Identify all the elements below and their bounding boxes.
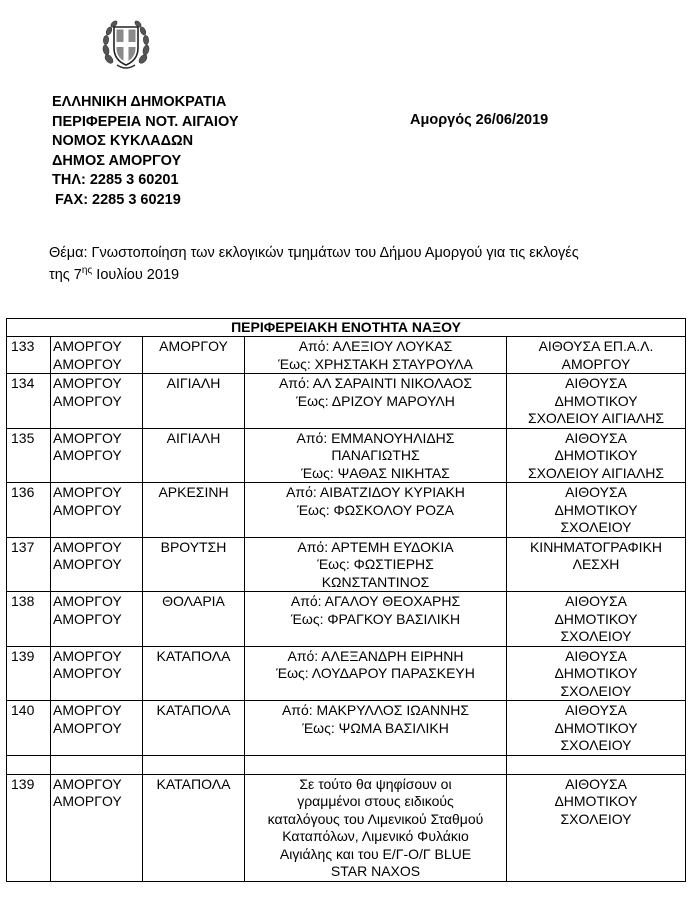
voters-range-line: ΚΩΝΣΤΑΝΤΙΝΟΣ bbox=[321, 573, 430, 590]
polling-location bbox=[507, 701, 686, 756]
polling-location-line: ΑΙΘΟΥΣΑ bbox=[565, 647, 627, 664]
voters-range bbox=[245, 646, 507, 701]
electoral-unit-line: ΑΜΟΡΓΟΥ bbox=[53, 338, 122, 354]
voters-range-line: Από: ΑΛΕΞΙΟΥ ΛΟΥΚΑΣ bbox=[298, 338, 453, 354]
section-title: ΠΕΡΙΦΕΡΕΙΑΚΗ ΕΝΟΤΗΤΑ ΝΑΞΟΥ bbox=[7, 319, 686, 337]
electoral-unit-line: ΑΜΟΡΓΟΥ bbox=[53, 501, 122, 518]
electoral-unit-line: ΑΜΟΡΓΟΥ bbox=[53, 610, 122, 627]
community-line: ΑΙΓΙΑΛΗ bbox=[166, 375, 221, 391]
station-number bbox=[7, 646, 51, 701]
station-number bbox=[7, 374, 51, 429]
electoral-unit-line: ΑΜΟΡΓΟΥ bbox=[53, 647, 122, 664]
electoral-unit bbox=[51, 428, 143, 483]
voters-range-line: Αιγιάλης και του Ε/Γ-Ο/Γ BLUE bbox=[279, 845, 472, 862]
letterhead-phone: ΤΗΛ: 2285 3 60201 bbox=[52, 172, 179, 188]
community bbox=[143, 701, 245, 756]
polling-location-line: ΣΧΟΛΕΙΟΥ ΑΙΓΙΑΛΗΣ bbox=[527, 464, 665, 481]
polling-location-line: ΔΗΜΟΤΙΚΟΥ bbox=[554, 719, 638, 736]
voters-range-line: Σε τούτο θα ψηφίσουν οι bbox=[299, 775, 452, 792]
greek-coat-of-arms-icon bbox=[101, 15, 151, 73]
polling-location-line: ΣΧΟΛΕΙΟΥ ΑΙΓΙΑΛΗΣ bbox=[527, 410, 665, 426]
polling-location-line: ΑΙΘΟΥΣΑ bbox=[565, 484, 627, 500]
electoral-unit-line: ΑΜΟΡΓΟΥ bbox=[53, 593, 122, 609]
voters-range-line: Καταπόλων, Λιμενικό Φυλάκιο bbox=[282, 828, 469, 844]
station-number-line: 139 bbox=[11, 775, 35, 792]
letterhead-fax: FAX: 2285 3 60219 bbox=[55, 191, 181, 208]
community bbox=[143, 774, 245, 881]
voters-range bbox=[245, 483, 507, 538]
polling-location-line: ΔΗΜΟΤΙΚΟΥ bbox=[554, 392, 638, 409]
community-line: ΑΜΟΡΓΟΥ bbox=[159, 338, 228, 354]
voters-range-line: Έως: ΦΩΣΚΟΛΟΥ ΡΟΖΑ bbox=[297, 501, 454, 518]
voters-range-line: Από: ΜΑΚΡΥΛΛΟΣ ΙΩΑΝΝΗΣ bbox=[281, 702, 470, 718]
polling-location-line: ΑΜΟΡΓΟΥ bbox=[561, 355, 631, 372]
electoral-unit-line: ΑΜΟΡΓΟΥ bbox=[53, 447, 122, 463]
table-row bbox=[7, 337, 686, 374]
station-number-line: 140 bbox=[11, 702, 35, 718]
polling-location-line: ΑΙΘΟΥΣΑ bbox=[565, 775, 627, 792]
voters-range-line: Έως: ΛΟΥΔΑΡΟΥ ΠΑΡΑΣΚΕΥΗ bbox=[276, 665, 475, 681]
table-row bbox=[7, 483, 686, 538]
blank-cell bbox=[245, 755, 507, 774]
voters-range bbox=[245, 337, 507, 374]
voters-range-line: γραμμένοι στους ειδικούς bbox=[297, 793, 454, 809]
polling-location bbox=[507, 483, 686, 538]
polling-location-line: ΣΧΟΛΕΙΟΥ bbox=[560, 628, 632, 644]
electoral-unit bbox=[51, 537, 143, 592]
subject-line-2 bbox=[49, 264, 579, 286]
electoral-unit-line: ΑΜΟΡΓΟΥ bbox=[53, 538, 122, 555]
station-number bbox=[7, 774, 51, 881]
electoral-unit bbox=[51, 483, 143, 538]
blank-row bbox=[7, 755, 686, 774]
voters-range-line: STAR NAXOS bbox=[330, 863, 421, 879]
community-line: ΑΡΚΕΣΙΝΗ bbox=[158, 484, 229, 500]
electoral-unit bbox=[51, 337, 143, 374]
blank-cell bbox=[143, 755, 245, 774]
electoral-unit bbox=[51, 592, 143, 647]
table-row bbox=[7, 428, 686, 483]
station-number-line: 135 bbox=[11, 429, 35, 446]
community bbox=[143, 337, 245, 374]
polling-location-line: ΚΙΝΗΜΑΤΟΓΡΑΦΙΚΗ bbox=[529, 538, 663, 555]
station-number-line: 136 bbox=[11, 484, 35, 500]
table-row bbox=[7, 592, 686, 647]
polling-location-line: ΣΧΟΛΕΙΟΥ bbox=[560, 519, 632, 535]
polling-location bbox=[507, 374, 686, 429]
community bbox=[143, 483, 245, 538]
community-line: ΘΟΛΑΡΙΑ bbox=[162, 593, 225, 609]
community bbox=[143, 428, 245, 483]
voters-range-line: Από: ΑΛΕΞΑΝΔΡΗ ΕΙΡΗΝΗ bbox=[287, 647, 464, 664]
subject bbox=[49, 242, 579, 286]
polling-location-line: ΣΧΟΛΕΙΟΥ bbox=[560, 682, 632, 699]
letterhead-region: ΠΕΡΙΦΕΡΕΙΑ ΝΟΤ. ΑΙΓΑΙΟΥ bbox=[52, 113, 239, 130]
electoral-unit bbox=[51, 374, 143, 429]
polling-location-line: ΣΧΟΛΕΙΟΥ bbox=[560, 810, 632, 827]
polling-location-line: ΔΗΜΟΤΙΚΟΥ bbox=[554, 793, 638, 809]
subject-line-2-post: Ιουλίου 2019 bbox=[92, 267, 180, 283]
community bbox=[143, 592, 245, 647]
electoral-unit-line: ΑΜΟΡΓΟΥ bbox=[53, 484, 122, 500]
subject-line-2-pre: της 7 bbox=[49, 267, 82, 283]
electoral-unit-line: ΑΜΟΡΓΟΥ bbox=[53, 665, 122, 681]
polling-location bbox=[507, 337, 686, 374]
community-line: ΚΑΤΑΠΟΛΑ bbox=[156, 702, 231, 718]
polling-location-line: ΔΗΜΟΤΙΚΟΥ bbox=[554, 447, 638, 463]
voters-range-line: Έως: ΔΡΙΖΟΥ ΜΑΡΟΥΛΗ bbox=[296, 392, 455, 409]
station-number-line: 134 bbox=[11, 375, 35, 391]
polling-location-line: ΔΗΜΟΤΙΚΟΥ bbox=[554, 610, 638, 627]
electoral-unit-line: ΑΜΟΡΓΟΥ bbox=[53, 702, 122, 718]
polling-location-line: ΑΙΘΟΥΣΑ bbox=[565, 375, 627, 391]
electoral-unit-line: ΑΜΟΡΓΟΥ bbox=[53, 375, 122, 391]
electoral-unit-line: ΑΜΟΡΓΟΥ bbox=[53, 392, 122, 409]
document-date: Αμοργός 26/06/2019 bbox=[410, 112, 549, 128]
table-row bbox=[7, 537, 686, 592]
table-row bbox=[7, 646, 686, 701]
station-number bbox=[7, 483, 51, 538]
voters-range-line: Από: ΑΛ ΣΑΡΑΙΝΤΙ ΝΙΚΟΛΑΟΣ bbox=[278, 375, 473, 391]
table-row bbox=[7, 374, 686, 429]
subject-line-2-sup: ης bbox=[81, 265, 93, 277]
polling-stations-table bbox=[6, 318, 686, 882]
voters-range-line: Έως: ΦΩΣΤΙΕΡΗΣ bbox=[317, 556, 434, 572]
polling-location-line: ΔΗΜΟΤΙΚΟΥ bbox=[554, 501, 638, 518]
section-row bbox=[7, 319, 686, 337]
polling-location bbox=[507, 774, 686, 881]
station-number bbox=[7, 537, 51, 592]
polling-location bbox=[507, 428, 686, 483]
letterhead-municipality: ΔΗΜΟΣ ΑΜΟΡΓΟΥ bbox=[52, 152, 182, 169]
voters-range bbox=[245, 701, 507, 756]
voters-range-line: Από: ΕΜΜΑΝΟΥΗΛΙΔΗΣ bbox=[296, 429, 455, 446]
community bbox=[143, 646, 245, 701]
voters-range-line: Από: ΑΙΒΑΤΖΙΔΟΥ ΚΥΡΙΑΚΗ bbox=[286, 484, 465, 500]
polling-location-line: ΑΙΘΟΥΣΑ ΕΠ.Α.Λ. bbox=[538, 338, 654, 354]
electoral-unit-line: ΑΜΟΡΓΟΥ bbox=[53, 429, 122, 446]
voters-range-line: Έως: ΨΑΘΑΣ ΝΙΚΗΤΑΣ bbox=[301, 464, 450, 481]
station-number-line: 138 bbox=[11, 593, 35, 609]
station-number bbox=[7, 701, 51, 756]
voters-range-line: Έως: ΧΡΗΣΤΑΚΗ ΣΤΑΥΡΟΥΛΑ bbox=[278, 355, 473, 372]
voters-range-line: Από: ΑΡΤΕΜΗ ΕΥΔΟΚΙΑ bbox=[297, 538, 454, 555]
electoral-unit bbox=[51, 701, 143, 756]
letterhead bbox=[52, 93, 239, 210]
electoral-unit-line: ΑΜΟΡΓΟΥ bbox=[53, 719, 122, 736]
electoral-unit-line: ΑΜΟΡΓΟΥ bbox=[53, 355, 122, 372]
station-number bbox=[7, 592, 51, 647]
voters-range bbox=[245, 592, 507, 647]
electoral-unit-line: ΑΜΟΡΓΟΥ bbox=[53, 793, 122, 809]
community-line: ΑΙΓΙΑΛΗ bbox=[166, 429, 221, 446]
table-row bbox=[7, 701, 686, 756]
voters-range-line: Έως: ΨΩΜΑ ΒΑΣΙΛΙΚΗ bbox=[302, 719, 449, 736]
community bbox=[143, 537, 245, 592]
station-number bbox=[7, 337, 51, 374]
blank-cell bbox=[7, 755, 51, 774]
voters-range bbox=[245, 774, 507, 881]
letterhead-prefecture: ΝΟΜΟΣ ΚΥΚΛΑΔΩΝ bbox=[52, 133, 194, 149]
polling-location-line: ΑΙΘΟΥΣΑ bbox=[565, 702, 627, 718]
electoral-unit-line: ΑΜΟΡΓΟΥ bbox=[53, 556, 122, 572]
voters-range bbox=[245, 374, 507, 429]
electoral-unit-line: ΑΜΟΡΓΟΥ bbox=[53, 775, 122, 792]
electoral-unit bbox=[51, 646, 143, 701]
polling-location-line: ΑΙΘΟΥΣΑ bbox=[565, 593, 627, 609]
polling-location bbox=[507, 592, 686, 647]
polling-location-line: ΑΙΘΟΥΣΑ bbox=[565, 429, 627, 446]
voters-range-line: ΠΑΝΑΓΙΩΤΗΣ bbox=[331, 447, 420, 463]
blank-cell bbox=[51, 755, 143, 774]
community-line: ΚΑΤΑΠΟΛΑ bbox=[156, 647, 231, 664]
electoral-unit bbox=[51, 774, 143, 881]
voters-range-line: Έως: ΦΡΑΓΚΟΥ ΒΑΣΙΛΙΚΗ bbox=[290, 610, 461, 627]
letterhead-republic: ΕΛΛΗΝΙΚΗ ΔΗΜΟΚΡΑΤΙΑ bbox=[52, 94, 227, 110]
polling-location-line: ΛΕΣΧΗ bbox=[572, 556, 620, 572]
special-table-row bbox=[7, 774, 686, 881]
community-line: ΚΑΤΑΠΟΛΑ bbox=[156, 775, 231, 792]
community bbox=[143, 374, 245, 429]
voters-range-line: Από: ΑΓΑΛΟΥ ΘΕΟΧΑΡΗΣ bbox=[290, 593, 461, 609]
community-line: ΒΡΟΥΤΣΗ bbox=[160, 538, 227, 555]
voters-range bbox=[245, 537, 507, 592]
voters-range-line: καταλόγους του Λιμενικού Σταθμού bbox=[267, 810, 484, 827]
polling-location bbox=[507, 537, 686, 592]
voters-range bbox=[245, 428, 507, 483]
subject-line-1: Θέμα: Γνωστοποίηση των εκλογικών τμημάτων του Δήμου Αμοργού για τις εκλογές bbox=[49, 245, 579, 261]
station-number bbox=[7, 428, 51, 483]
blank-cell bbox=[507, 755, 686, 774]
station-number-line: 139 bbox=[11, 647, 35, 664]
polling-location-line: ΔΗΜΟΤΙΚΟΥ bbox=[554, 665, 638, 681]
station-number-line: 137 bbox=[11, 538, 35, 555]
polling-location-line: ΣΧΟΛΕΙΟΥ bbox=[560, 737, 632, 753]
polling-location bbox=[507, 646, 686, 701]
station-number-line: 133 bbox=[11, 338, 35, 354]
